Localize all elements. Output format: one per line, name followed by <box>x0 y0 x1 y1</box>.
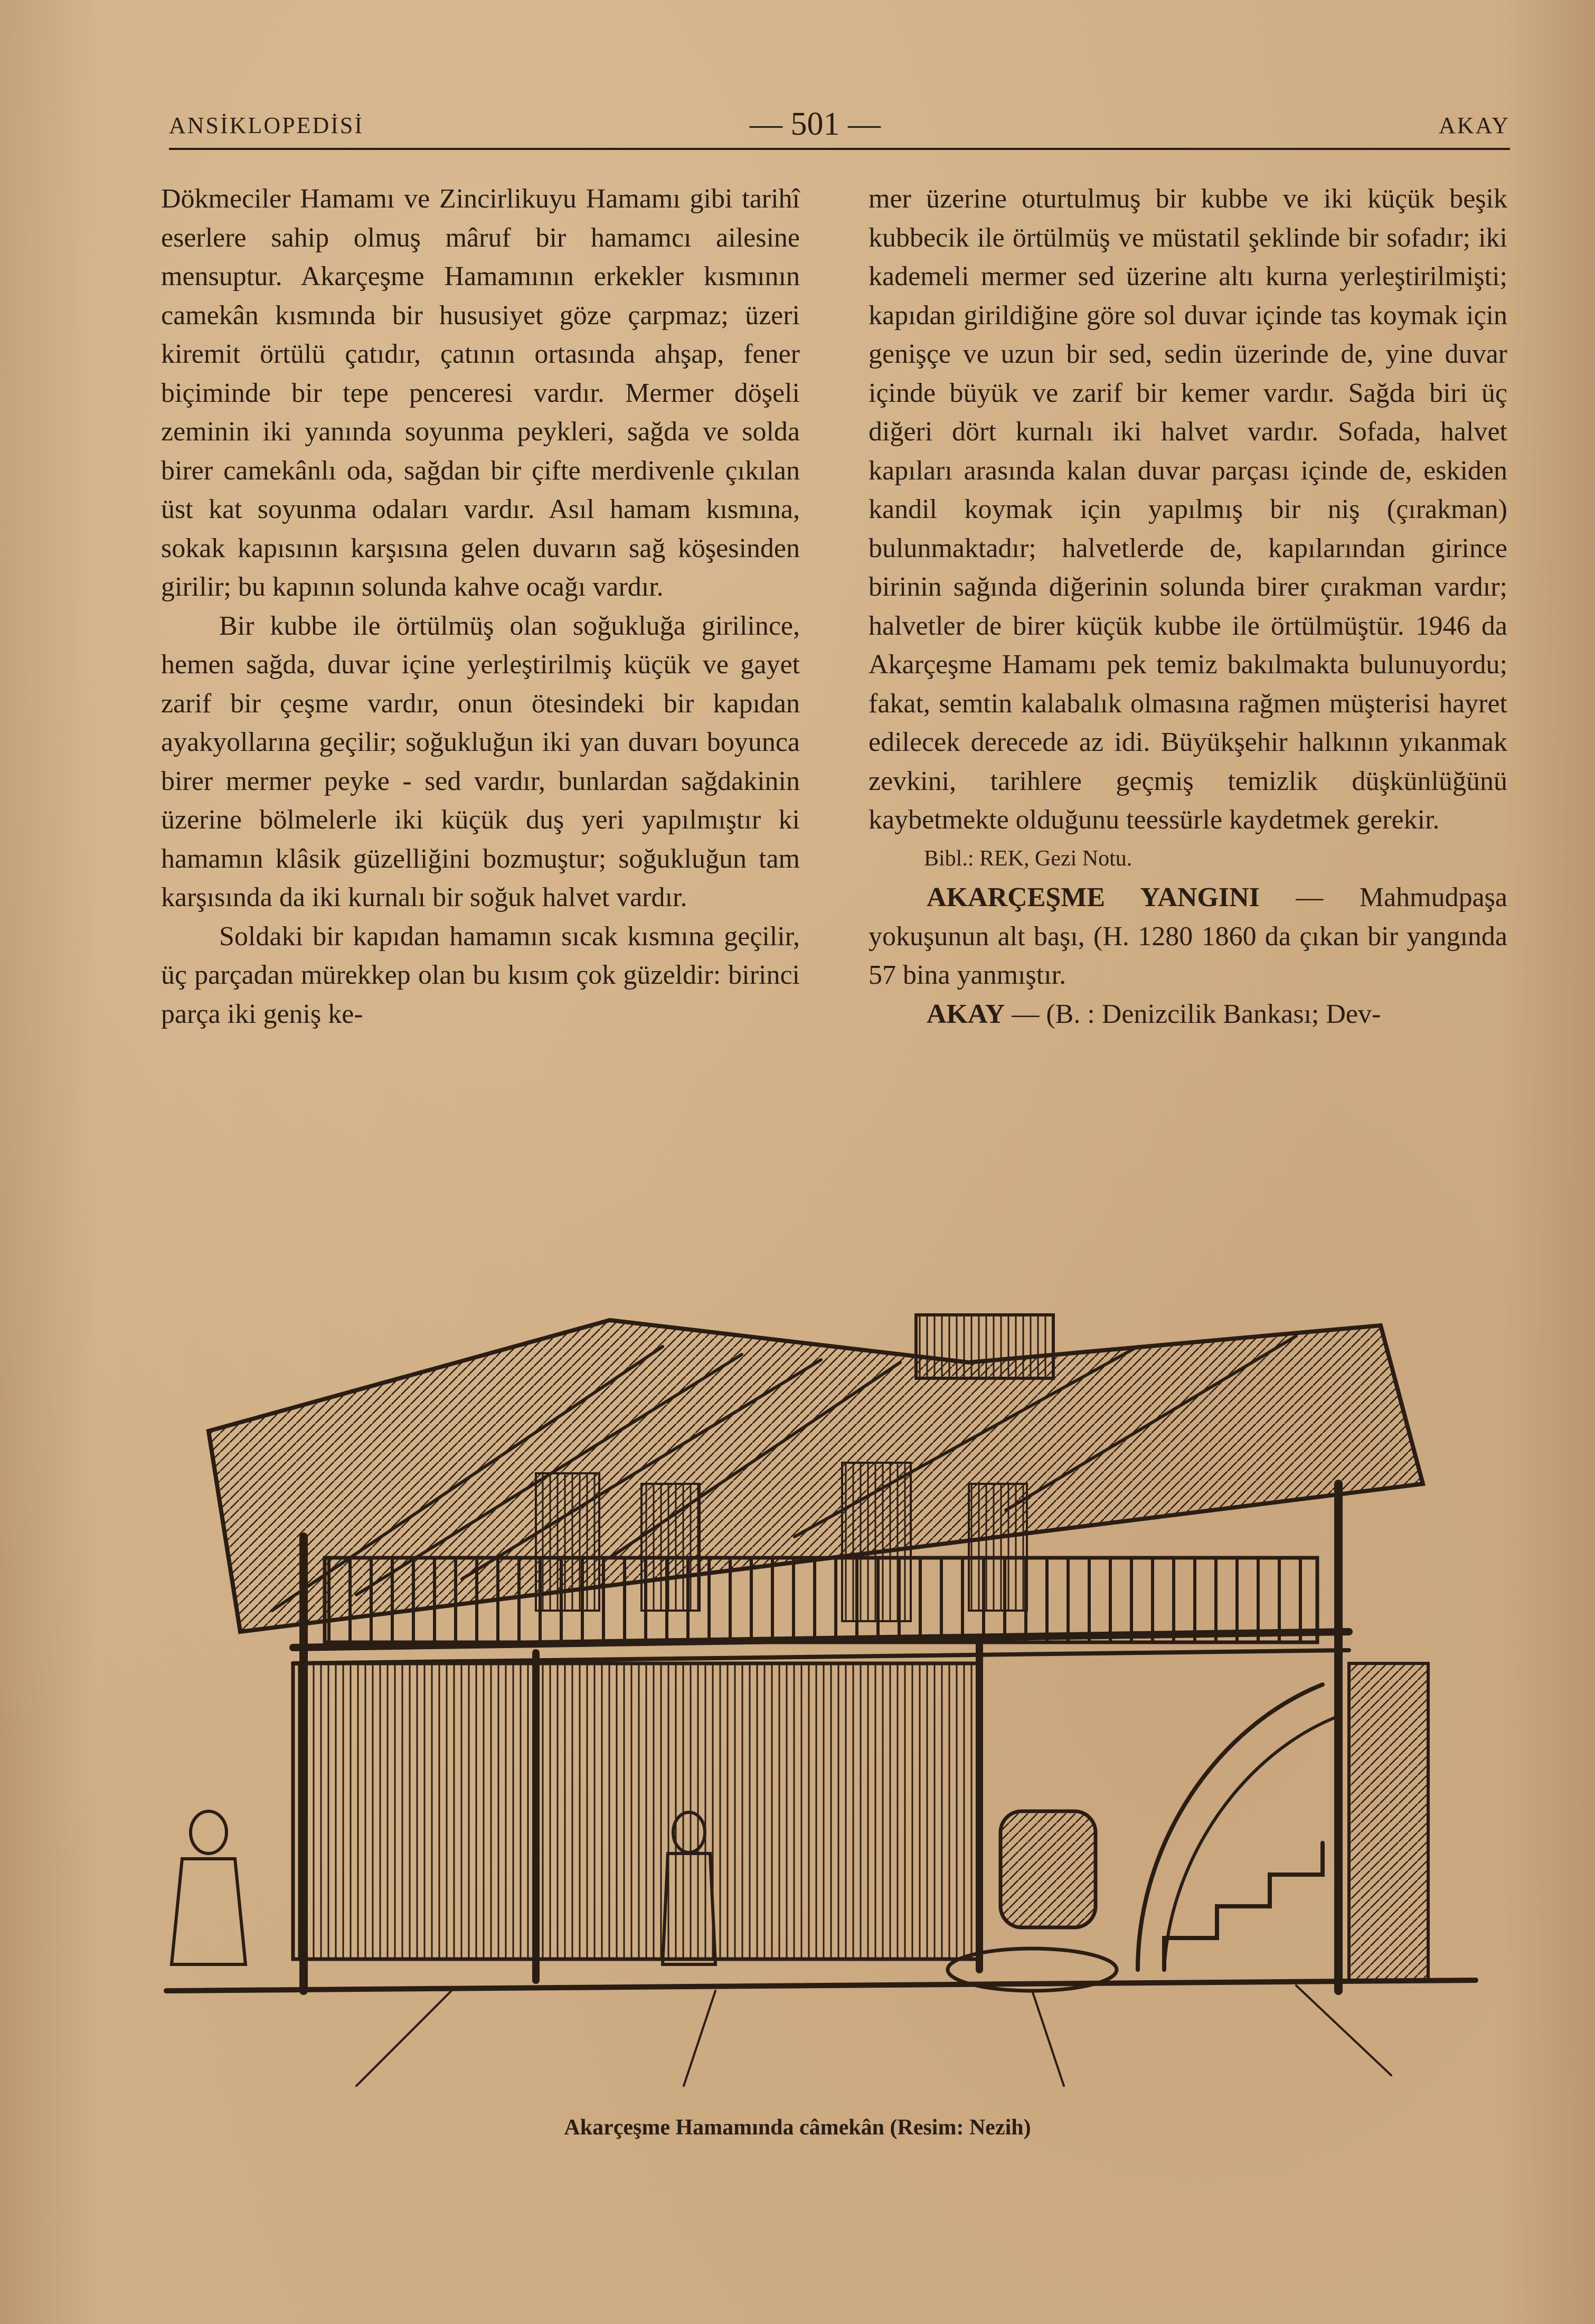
entry-title: AKARÇEŞME YANGINI <box>927 882 1260 912</box>
left-column <box>161 180 800 1033</box>
left-paragraph-2: Bir kubbe ile örtülmüş olan soğukluğa girilince, hemen sağda, duvar içine yerleştirilmiş küçük ve gayet zarif bir çeşme vardır, onun ötesindeki bir kapıdan ayakyollarına geçilir; soğukluğun iki yan duvarı boyunca birer mermer peyke - sed vardır, bunlardan sağdakinin üzerine bölmelerle iki küçük duş yeri yapılmıştır ki hamamın klâsik güzelliğini bozmuştur; soğukluğun tam karşısında da iki kurnalı bir soğuk halvet vardır. <box>161 610 800 912</box>
illustration-camekan <box>135 1262 1502 2096</box>
entry-akay <box>869 995 1507 1034</box>
left-paragraph-1: Dökmeciler Hamamı ve Zincirlikuyu Hamamı gibi tarihî eserlere sahip olmuş mâruf bir hamamcı ailesine mensuptur. Akarçeşme Hamamının erkekler kısmının camekân kısmında bir hususiyet göze çarpmaz; üzeri kiremit örtülü çatıdır, çatının ortasında ahşap, fener biçiminde bir tepe penceresi vardır. Mermer döşeli zeminin iki yanında soyunma peykleri, sağda ve solda birer camekânlı oda, sağdan bir çifte merdivenle çıkılan üst kat soyunma odaları vardır. Asıl hamam kısmına, sokak kapısının karşısına gelen duvarın sağ köşesinden girilir; bu kapının solunda kahve ocağı vardır. <box>161 184 800 602</box>
page-number: — 501 — <box>750 106 881 142</box>
header-right: AKAY <box>1438 112 1510 138</box>
running-header <box>169 106 1510 148</box>
header-rule <box>169 148 1510 150</box>
entry-akarcesme-yangini <box>869 878 1507 995</box>
header-left: ANSİKLOPEDİSİ <box>169 112 364 138</box>
left-paragraph-3: Soldaki bir kapıdan hamamın sıcak kısmına geçilir, üç parçadan mürekkep olan bu kısım çok güzeldir: birinci parça iki geniş ke- <box>161 921 800 1029</box>
bath-interior-drawing <box>135 1262 1502 2096</box>
entry-body: — Mahmudpaşa yokuşunun alt başı, (H. 1280 1860 da çıkan bir yangında 57 bina yanmıştır. <box>869 882 1507 990</box>
entry-body: — (B. : Denizcilik Bankası; Dev- <box>1005 999 1381 1029</box>
figure-caption: Akarçeşme Hamamında câmekân (Resim: Nezih) <box>564 2115 1031 2140</box>
entry-title: AKAY <box>927 999 1005 1029</box>
right-column <box>869 180 1507 1033</box>
right-paragraph-1: mer üzerine oturtulmuş bir kubbe ve iki küçük beşik kubbecik ile örtülmüş ve müstatil şeklinde bir sofadır; iki kademeli mermer sed üzerine altı kurna yerleştirilmişti; kapıdan girildiğine göre sol duvar içinde tas koymak için genişçe ve uzun bir sed, sedin üzerinde de, yine duvar içinde büyük ve zarif bir kemer vardır. Sağda biri üç diğeri dört kurnalı iki halvet vardır. Sofada, halvet kapıları arasında kalan duvar parçası içinde de, eskiden kandil koymak için yapılmış bir niş (çırakman) bulunmaktadır; halvetlerde de, kapılarından girince birinin sağında diğerinin solunda birer çırakman vardır; halvetler de birer küçük kubbe ile örtülmüştür. 1946 da Akarçeşme Hamamı pek temiz bakılmakta bulunuyordu; fakat, semtin kalabalık olmasına rağmen müşterisi hayret edilecek derecede az idi. Büyükşehir halkının yıkanmak zevkini, tarihlere geçmiş temizlik düşkünlüğünü kaybetmekte olduğunu teessürle kaydetmek gerekir. <box>869 184 1507 835</box>
bibliography: Bibl.: REK, Gezi Notu. <box>924 846 1132 871</box>
